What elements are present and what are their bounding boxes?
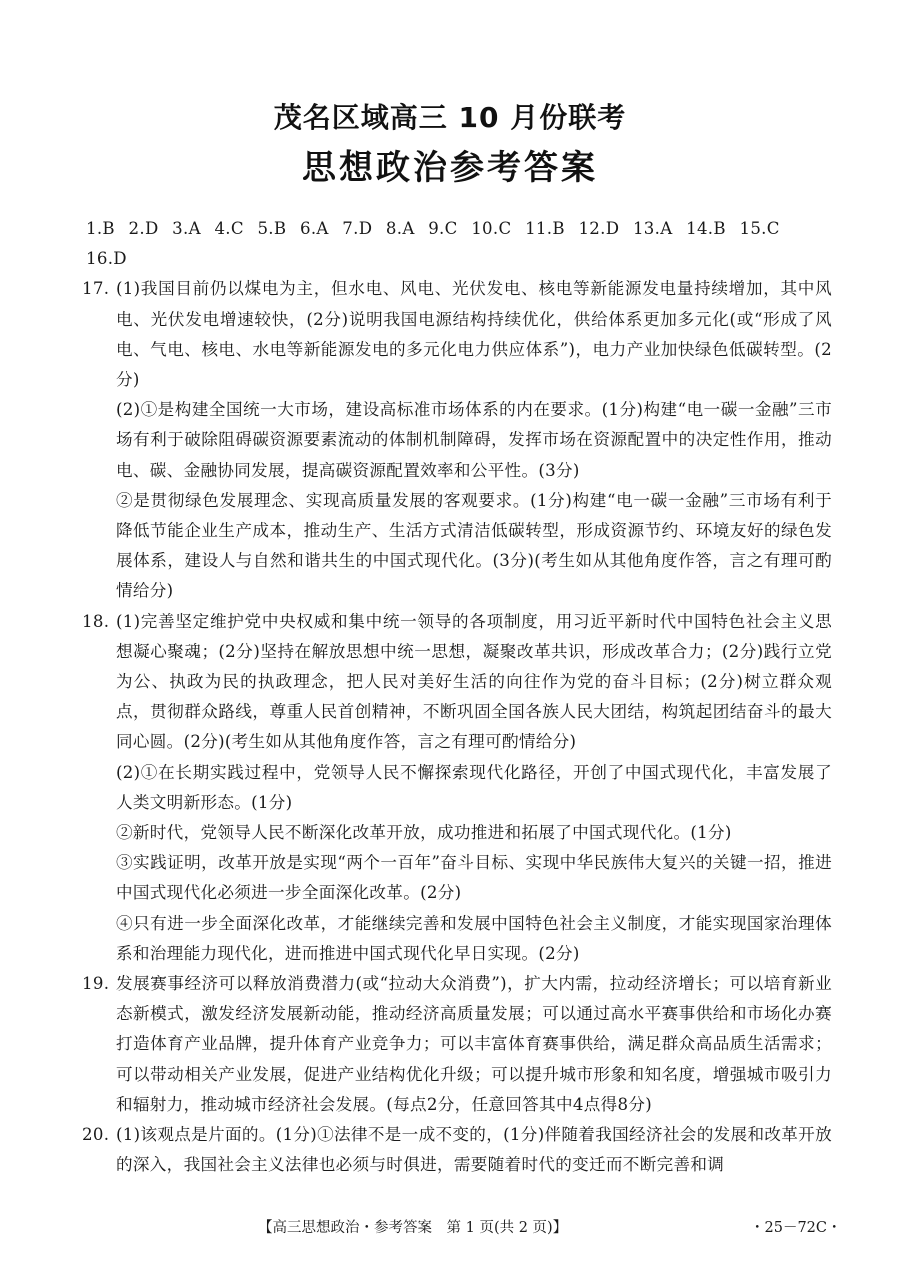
- answer-paragraph: (2)①在长期实践过程中，党领导人民不懈探索现代化路径，开创了中国式现代化，丰富发展了人类文明新形态。(1分): [116, 762, 832, 812]
- answer-paragraph: (2)①是构建全国统一大市场，建设高标准市场体系的内在要求。(1分)构建“电一碳一金融”三市场有利于破除阻碍碳资源要素流动的体制机制障碍，发挥市场在资源配置中的决定性作用，推动电、碳、金融协同发展，提高碳资源配置效率和公平性。(3分): [116, 400, 832, 480]
- mc-answer: 7.D: [342, 219, 373, 238]
- mc-answer: 16.D: [86, 249, 127, 269]
- mc-answer: 10.C: [471, 219, 512, 238]
- answer-paragraph: (1)完善坚定维护党中央权威和集中统一领导的各项制度，用习近平新时代中国特色社会主义思想凝心聚魂；(2分)坚持在解放思想中统一思想，凝聚改革共识，形成改革合力；(2分)践行立党为公、执政为民的执政理念，把人民对美好生活的向往作为党的奋斗目标；(2分)树立群众观点，贯彻群众路线，尊重人民首创精神，不断巩固全国各族人民大团结，构筑起团结奋斗的最大同心圆。(2分)(考生如从其他角度作答，言之有理可酌情给分): [116, 611, 832, 752]
- question-number: 20.: [82, 1125, 110, 1145]
- question-20: [82, 1120, 832, 1180]
- question-number: 19.: [82, 974, 110, 994]
- mc-answer: 11.B: [525, 219, 565, 238]
- answer-key-title: 思想政治参考答案: [302, 148, 598, 188]
- question-17: [82, 274, 832, 606]
- mc-answer: 12.D: [578, 219, 620, 238]
- mc-answer: 3.A: [172, 219, 201, 238]
- mc-answer: 1.B: [86, 219, 115, 238]
- mc-answer: 14.B: [686, 219, 726, 238]
- answer-paragraph: ③实践证明，改革开放是实现“两个一百年”奋斗目标、实现中华民族伟大复兴的关键一招，推进中国式现代化必须进一步全面深化改革。(2分): [116, 853, 832, 903]
- mc-answer: 2.D: [128, 219, 159, 238]
- mc-answer: 6.A: [299, 219, 329, 238]
- answer-paragraph: ②是贯彻绿色发展理念、实现高质量发展的客观要求。(1分)构建“电一碳一金融”三市场有利于降低节能企业生产成本，推动生产、生活方式清洁低碳转型，形成资源节约、环境友好的绿色发展体系，建设人与自然和谐共生的中国式现代化。(3分)(考生如从其他角度作答，言之有理可酌情给分): [116, 490, 832, 601]
- question-number: 18.: [82, 611, 110, 631]
- mc-answer: 13.A: [632, 219, 673, 238]
- footer-page-info: 【高三思想政治・参考答案 第 1 页(共 2 页)】: [258, 1220, 568, 1236]
- footer-exam-code: ・25－72C・: [750, 1220, 842, 1236]
- answer-paragraph: (1)该观点是片面的。(1分)①法律不是一成不变的，(1分)伴随着我国经济社会的发展和改革开放的深入，我国社会主义法律也必须与时俱进，需要随着时代的变迁而不断完善和调: [116, 1125, 832, 1175]
- mc-answer: 4.C: [214, 219, 244, 238]
- mc-answer: 9.C: [428, 219, 458, 238]
- multiple-choice-answers: [86, 214, 832, 274]
- question-19: [82, 969, 832, 1120]
- question-number: 17.: [82, 279, 110, 299]
- question-18: [82, 607, 832, 969]
- answer-paragraph: ②新时代，党领导人民不断深化改革开放，成功推进和拓展了中国式现代化。(1分): [116, 823, 732, 843]
- exam-title: 茂名区域高三 10 月份联考: [273, 101, 627, 134]
- answer-paragraph: ④只有进一步全面深化改革，才能继续完善和发展中国特色社会主义制度，才能实现国家治理体系和治理能力现代化，进而推进中国式现代化早日实现。(2分): [116, 913, 832, 963]
- answer-content: [82, 214, 832, 1181]
- mc-answer: 8.A: [385, 219, 415, 238]
- mc-answer: 5.B: [257, 219, 287, 238]
- answer-paragraph: (1)我国目前仍以煤电为主，但水电、风电、光伏发电、核电等新能源发电量持续增加，其中风电、光伏发电增速较快，(2分)说明我国电源结构持续优化，供给体系更加多元化(或“形成了风电、气电、核电、水电等新能源发电的多元化电力供应体系”)，电力产业加快绿色低碳转型。(2分): [116, 279, 832, 390]
- answer-paragraph: 发展赛事经济可以释放消费潜力(或“拉动大众消费”)，扩大内需，拉动经济增长；可以培育新业态新模式，激发经济发展新动能，推动经济高质量发展；可以通过高水平赛事供给和市场化办赛打造体育产业品牌，提升体育产业竞争力；可以丰富体育赛事供给，满足群众高品质生活需求；可以带动相关产业发展，促进产业结构优化升级；可以提升城市形象和知名度，增强城市吸引力和辐射力，推动城市经济社会发展。(每点2分，任意回答其中4点得8分): [116, 974, 832, 1114]
- mc-answer: 15.C: [739, 219, 780, 238]
